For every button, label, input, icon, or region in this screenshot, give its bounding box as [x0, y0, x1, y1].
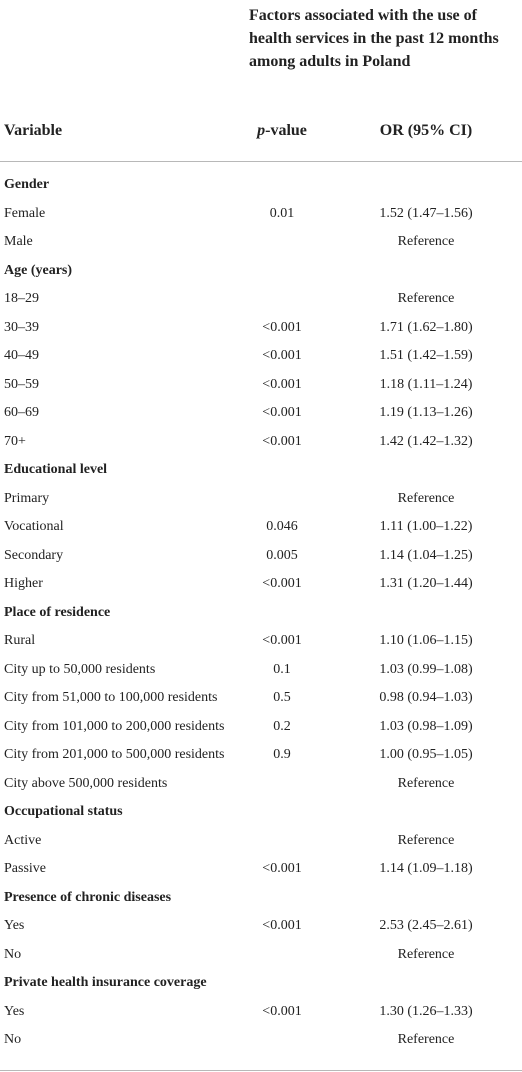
category-label: Educational level — [4, 462, 108, 477]
category-label: Age (years) — [4, 262, 73, 278]
category-row — [0, 599, 522, 628]
table-row — [0, 399, 522, 428]
table-row — [0, 228, 522, 257]
or-cell: 1.30 (1.26–1.33) — [379, 1003, 473, 1019]
or-cell: 1.51 (1.42–1.59) — [379, 348, 473, 363]
variable-label: Rural — [4, 633, 36, 648]
variable-label: Vocational — [4, 519, 64, 534]
or-cell: Reference — [397, 832, 455, 848]
table-row — [0, 342, 522, 371]
variable-label: Female — [4, 205, 46, 221]
variable-label: Primary — [4, 490, 50, 506]
table-row — [0, 770, 522, 799]
variable-label: City from 101,000 to 200,000 residents — [4, 718, 225, 734]
variable-label: 40–49 — [4, 348, 39, 363]
or-cell: Reference — [397, 234, 455, 249]
pvalue-cell: 0.046 — [266, 519, 298, 534]
table-header — [0, 0, 522, 160]
table-row — [0, 627, 522, 656]
category-row — [0, 969, 522, 998]
column-header-variable: Variable — [4, 122, 63, 139]
variable-label: 60–69 — [4, 405, 39, 420]
or-cell: Reference — [397, 1032, 455, 1047]
variable-label: City from 51,000 to 100,000 residents — [4, 690, 218, 705]
table-row — [0, 314, 522, 343]
pvalue-cell: 0.01 — [269, 205, 295, 221]
variable-label: Active — [4, 832, 42, 848]
pvalue-cell: <0.001 — [262, 576, 302, 591]
category-row — [0, 884, 522, 913]
table-row — [0, 741, 522, 770]
category-row — [0, 257, 522, 286]
pvalue-cell: 0.1 — [273, 661, 291, 677]
table-row — [0, 912, 522, 941]
or-cell: 1.52 (1.47–1.56) — [379, 205, 473, 221]
table-row — [0, 684, 522, 713]
or-cell: Reference — [397, 291, 455, 306]
pvalue-cell: <0.001 — [262, 1003, 302, 1019]
or-cell: 1.14 (1.09–1.18) — [379, 861, 473, 876]
variable-label: City above 500,000 residents — [4, 775, 168, 791]
table-row — [0, 371, 522, 400]
table-row — [0, 998, 522, 1027]
table-row — [0, 1026, 522, 1055]
or-cell: 2.53 (2.45–2.61) — [379, 918, 473, 933]
or-cell: 1.19 (1.13–1.26) — [379, 405, 473, 420]
variable-label: Secondary — [4, 547, 64, 563]
or-cell: 0.98 (0.94–1.03) — [379, 690, 473, 705]
table-body — [0, 171, 522, 1055]
variable-label: No — [4, 946, 22, 962]
table-row — [0, 542, 522, 571]
table-title: Factors associated with the use of health services in the past 12 months among adults in Poland — [249, 7, 499, 70]
table-row — [0, 827, 522, 856]
variable-label: Yes — [4, 918, 25, 933]
category-label: Gender — [4, 177, 50, 192]
or-cell: 1.71 (1.62–1.80) — [379, 319, 473, 335]
category-label: Presence of chronic diseases — [4, 889, 172, 905]
or-cell: 1.10 (1.06–1.15) — [379, 633, 473, 648]
category-label: Private health insurance coverage — [4, 975, 207, 990]
variable-label: Higher — [4, 576, 43, 591]
or-cell: 1.03 (0.99–1.08) — [379, 661, 473, 677]
pvalue-cell: 0.2 — [273, 718, 291, 734]
table-row — [0, 285, 522, 314]
pvalue-suffix: -value — [265, 122, 307, 139]
pvalue-cell: <0.001 — [262, 348, 302, 363]
table-row — [0, 200, 522, 229]
variable-label: Male — [4, 234, 33, 249]
column-header-pvalue — [247, 120, 317, 142]
pvalue-cell: <0.001 — [262, 405, 302, 420]
table-row — [0, 656, 522, 685]
table-row — [0, 570, 522, 599]
pvalue-cell: <0.001 — [262, 633, 302, 648]
or-cell: Reference — [397, 490, 455, 506]
table-bottom-rule — [0, 1070, 522, 1071]
table-row — [0, 713, 522, 742]
table-row — [0, 428, 522, 457]
pvalue-cell: <0.001 — [262, 319, 302, 335]
variable-label: 50–59 — [4, 376, 39, 392]
or-cell: Reference — [397, 775, 455, 791]
category-label: Occupational status — [4, 804, 123, 819]
or-cell: 1.31 (1.20–1.44) — [379, 576, 473, 591]
header-divider — [0, 161, 522, 162]
variable-label: Yes — [4, 1003, 25, 1019]
pvalue-cell: <0.001 — [262, 861, 302, 876]
table-row — [0, 485, 522, 514]
variable-label: City up to 50,000 residents — [4, 661, 156, 677]
or-cell: 1.18 (1.11–1.24) — [379, 376, 473, 392]
table-row — [0, 513, 522, 542]
pvalue-cell: <0.001 — [262, 918, 302, 933]
variable-label: 70+ — [4, 433, 26, 449]
variable-label: No — [4, 1032, 22, 1047]
or-cell: 1.11 (1.00–1.22) — [379, 519, 473, 534]
table-row — [0, 855, 522, 884]
category-row — [0, 171, 522, 200]
or-cell: 1.42 (1.42–1.32) — [379, 433, 473, 449]
table-row — [0, 941, 522, 970]
variable-label: City from 201,000 to 500,000 residents — [4, 747, 225, 762]
or-cell: 1.03 (0.98–1.09) — [379, 718, 473, 734]
variable-label: 18–29 — [4, 291, 39, 306]
column-header-or: OR (95% CI) — [379, 122, 473, 139]
variable-label: 30–39 — [4, 319, 39, 335]
pvalue-cell: <0.001 — [262, 376, 302, 392]
or-cell: 1.00 (0.95–1.05) — [379, 747, 473, 762]
pvalue-cell: <0.001 — [262, 433, 302, 449]
variable-label: Passive — [4, 861, 46, 876]
pvalue-cell: 0.005 — [266, 547, 298, 563]
pvalue-cell: 0.5 — [273, 690, 291, 705]
or-cell: 1.14 (1.04–1.25) — [379, 547, 473, 563]
category-label: Place of residence — [4, 604, 111, 620]
or-cell: Reference — [397, 946, 455, 962]
category-row — [0, 798, 522, 827]
pvalue-cell: 0.9 — [273, 747, 291, 762]
pvalue-italic-p: p — [257, 122, 266, 139]
category-row — [0, 456, 522, 485]
